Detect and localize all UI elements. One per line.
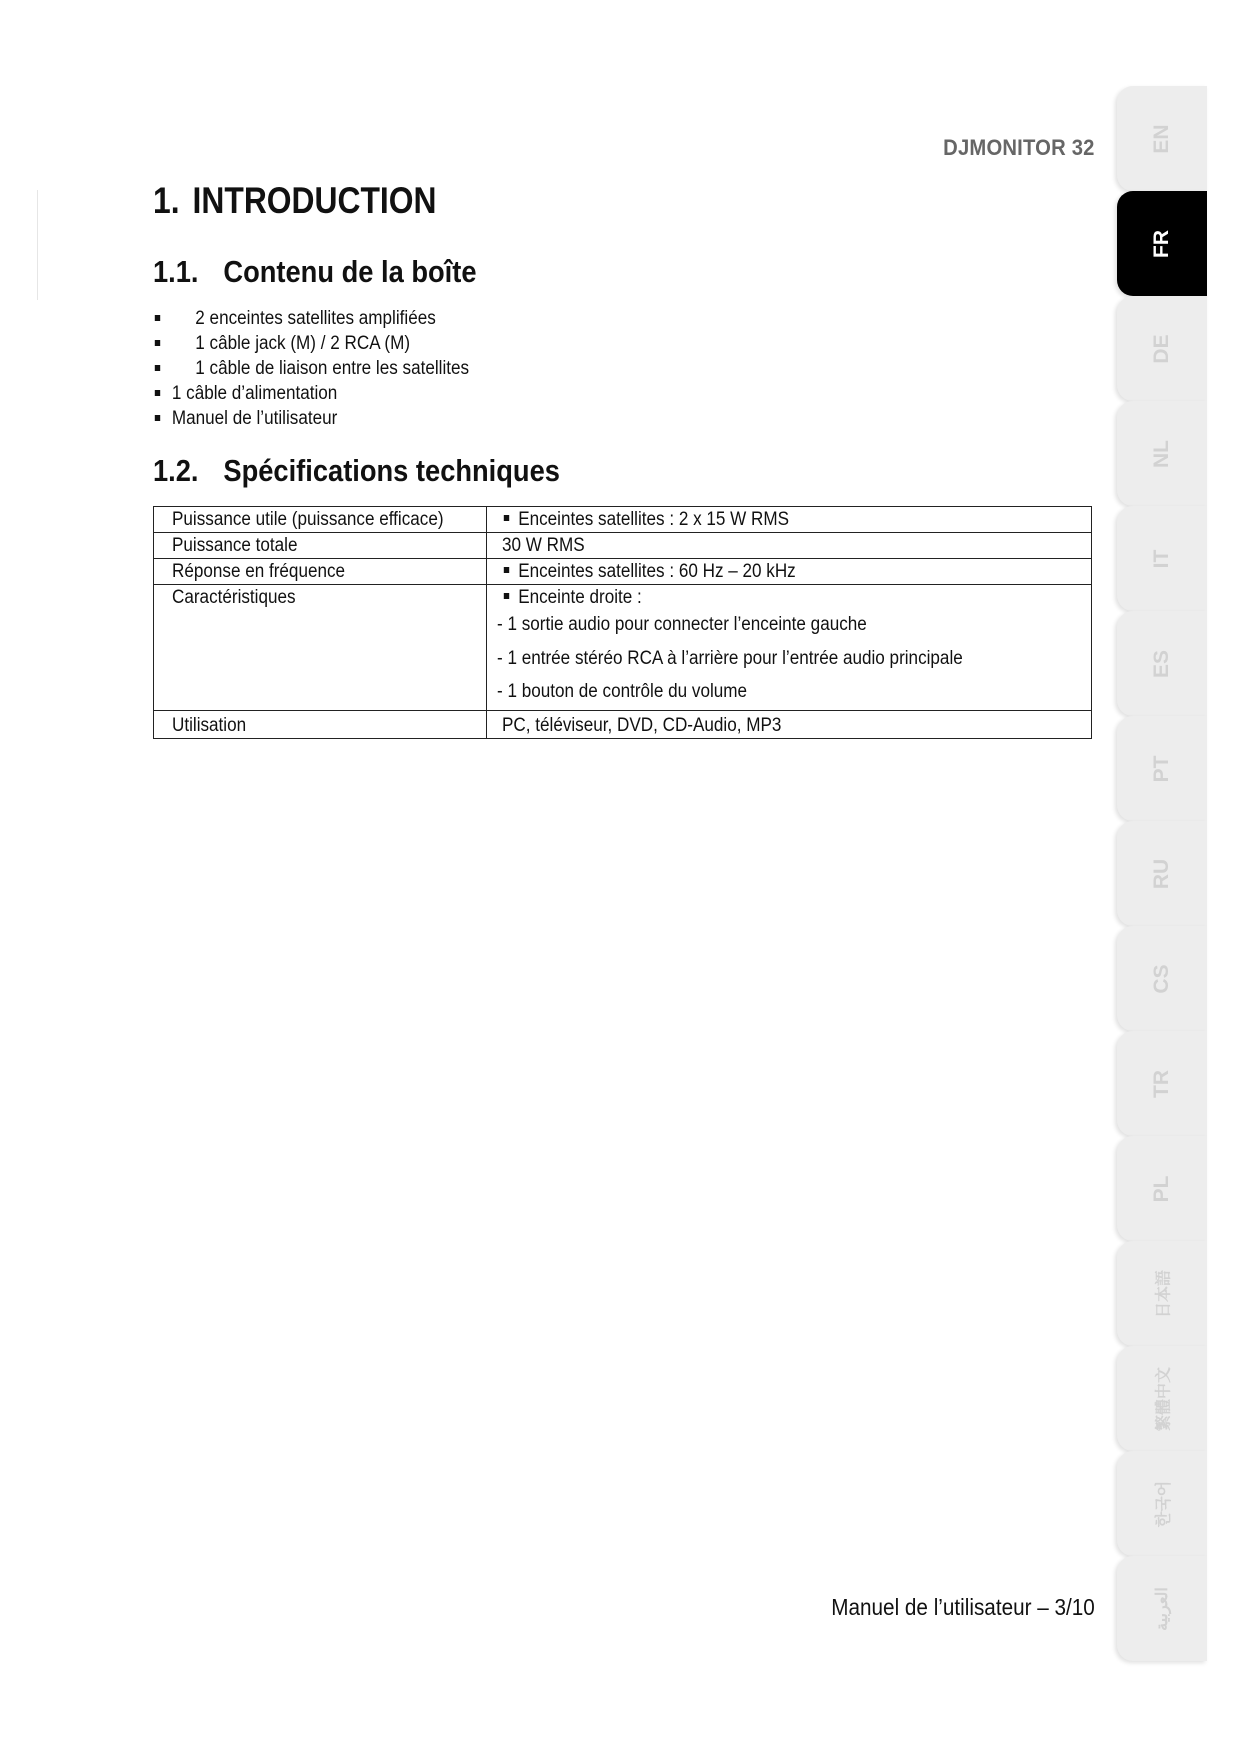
table-row — [154, 559, 1092, 585]
main-content — [153, 180, 1093, 736]
square-bullet-icon — [504, 567, 509, 573]
feature-line: - 1 entrée stéréo RCA à l’arrière pour l’entrée audio principale — [497, 648, 963, 669]
spec-label-cell: Puissance utile (puissance efficace) — [154, 507, 487, 533]
page-footer: Manuel de l’utilisateur – 3/10 — [831, 1594, 1095, 1620]
page-edge-line — [37, 190, 38, 300]
subsection-heading-specs — [153, 453, 560, 489]
language-tab-it[interactable]: IT — [1117, 506, 1207, 611]
specifications-table — [153, 506, 1092, 739]
list-item: 2 enceintes satellites amplifiées — [153, 306, 469, 331]
spec-label-cell: Caractéristiques — [154, 585, 487, 711]
spec-value-cell: Enceintes satellites : 2 x 15 W RMS — [487, 507, 1092, 533]
table-row — [154, 585, 1092, 711]
spec-label-cell: Réponse en fréquence — [154, 559, 487, 585]
subsection-heading-box-contents — [153, 254, 477, 290]
language-tabs — [1117, 86, 1207, 1661]
table-row — [154, 507, 1092, 533]
language-tab-cs[interactable]: CS — [1117, 926, 1207, 1031]
square-bullet-icon — [155, 365, 160, 371]
product-name: DJMONITOR 32 — [943, 135, 1095, 160]
language-tab-es[interactable]: ES — [1117, 611, 1207, 716]
square-bullet-icon — [504, 515, 509, 521]
language-tab-de[interactable]: DE — [1117, 296, 1207, 401]
section-number: 1. — [153, 180, 180, 221]
language-tab-pl[interactable]: PL — [1117, 1136, 1207, 1241]
section-title: INTRODUCTION — [192, 180, 437, 221]
table-row — [154, 533, 1092, 559]
language-tab-tr[interactable]: TR — [1117, 1031, 1207, 1136]
feature-line: - 1 sortie audio pour connecter l’enceinte gauche — [497, 614, 867, 635]
spec-value-cell: PC, téléviseur, DVD, CD-Audio, MP3 — [487, 711, 1092, 739]
language-tab-ar[interactable]: العربية — [1117, 1556, 1207, 1661]
spec-label-cell: Utilisation — [154, 711, 487, 739]
subsection-number: 1.1. — [153, 254, 199, 289]
subsection-title: Spécifications techniques — [223, 453, 560, 488]
square-bullet-icon — [155, 315, 160, 321]
subsection-title: Contenu de la boîte — [223, 254, 477, 289]
language-tab-ko[interactable]: 한국어 — [1117, 1451, 1207, 1556]
language-tab-ru[interactable]: RU — [1117, 821, 1207, 926]
square-bullet-icon — [155, 340, 160, 346]
list-item: 1 câble de liaison entre les satellites — [153, 356, 469, 381]
square-bullet-icon — [504, 593, 509, 599]
feature-line: - 1 bouton de contrôle du volume — [497, 681, 748, 702]
language-tab-ja[interactable]: 日本語 — [1117, 1241, 1207, 1346]
spec-value-cell: Enceinte droite : - 1 sortie audio pour connecter l’enceinte gauche - 1 entrée stéréo RCA à l’arrière pour l’entrée audio principale - 1 bouton de contrôle du volume — [487, 585, 1092, 711]
square-bullet-icon — [155, 415, 160, 421]
spec-value-cell: 30 W RMS — [487, 533, 1092, 559]
language-tab-pt[interactable]: PT — [1117, 716, 1207, 821]
spec-value-cell: Enceintes satellites : 60 Hz – 20 kHz — [487, 559, 1092, 585]
list-item: Manuel de l’utilisateur — [153, 406, 469, 431]
language-tab-nl[interactable]: NL — [1117, 401, 1207, 506]
subsection-number: 1.2. — [153, 453, 199, 488]
language-tab-fr[interactable]: FR — [1117, 191, 1207, 296]
box-contents-list — [153, 306, 504, 431]
square-bullet-icon — [155, 390, 160, 396]
language-tab-zh[interactable]: 繁體中文 — [1117, 1346, 1207, 1451]
spec-label-cell: Puissance totale — [154, 533, 487, 559]
section-heading-introduction — [153, 180, 961, 222]
list-item: 1 câble jack (M) / 2 RCA (M) — [153, 331, 469, 356]
list-item: 1 câble d’alimentation — [153, 381, 469, 406]
language-tab-en[interactable]: EN — [1117, 86, 1207, 191]
table-row — [154, 711, 1092, 739]
